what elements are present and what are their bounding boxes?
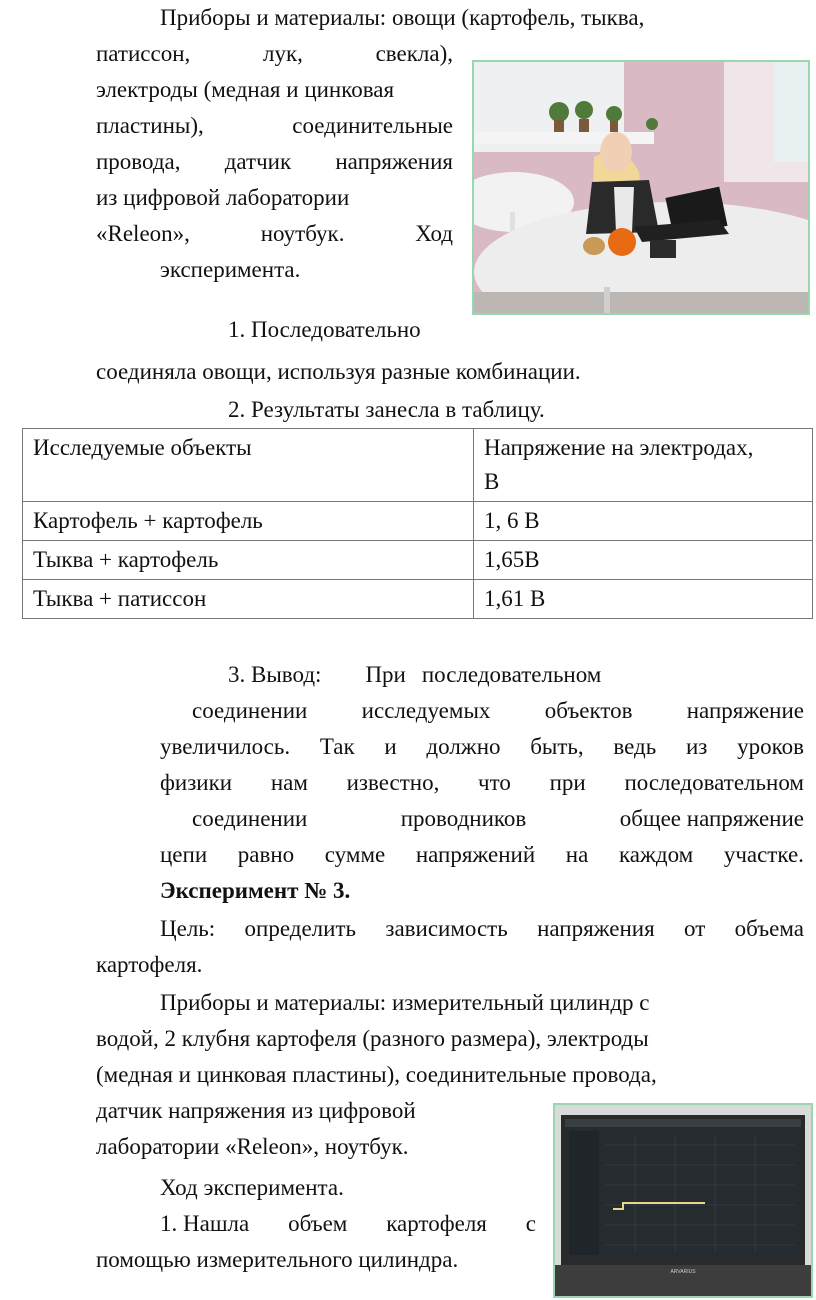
- word: объем: [288, 1211, 348, 1236]
- exp3-step-1-line-1: [160, 1206, 536, 1242]
- word: увеличилось.: [160, 734, 291, 759]
- word: на: [565, 842, 589, 867]
- word: быть,: [530, 734, 584, 759]
- course-heading: Ход эксперимента.: [160, 1175, 344, 1200]
- laptop-photo: [553, 1103, 813, 1298]
- word: и: [384, 734, 397, 759]
- word: исследуемых: [361, 698, 491, 723]
- word: патиссон,: [96, 41, 191, 66]
- experiment-3-title: [160, 873, 350, 909]
- goal-line-1: [160, 911, 804, 947]
- word: что: [478, 770, 511, 795]
- intro-line-8: эксперимента.: [160, 257, 301, 282]
- word: объема: [734, 916, 804, 941]
- word: участке.: [723, 842, 804, 867]
- table-header-row: [23, 429, 813, 502]
- word: напряжений: [415, 842, 536, 867]
- materials-line-3: (медная и цинковая пластины), соединительные провода,: [96, 1062, 657, 1087]
- word: зависимость: [385, 916, 508, 941]
- cell-object: Тыква + патиссон: [23, 580, 474, 619]
- conclusion-line-5: [192, 801, 804, 837]
- cell-voltage: 1,61 В: [474, 580, 813, 619]
- word: 3. Вывод:: [228, 662, 322, 687]
- header-voltage-line-1: Напряжение на электродах,: [484, 435, 754, 460]
- conclusion-line-3: [160, 729, 804, 765]
- results-table: [22, 428, 813, 619]
- intro-line-2: [96, 36, 453, 72]
- word: цепи: [160, 842, 208, 867]
- word: Ход: [415, 221, 453, 246]
- word: свекла),: [375, 41, 453, 66]
- word: датчик: [224, 149, 292, 174]
- word: соединении: [192, 698, 308, 723]
- materials-line-2: водой, 2 клубня картофеля (разного размера), электроды: [96, 1026, 649, 1051]
- word: соединении: [192, 806, 308, 831]
- header-voltage: [474, 429, 813, 502]
- materials-line-4: датчик напряжения из цифровой: [96, 1098, 416, 1123]
- word: с: [525, 1211, 536, 1236]
- word: напряжения: [537, 916, 655, 941]
- table-row: [23, 502, 813, 541]
- experiment-photo: [472, 60, 810, 315]
- word: последовательном: [624, 770, 804, 795]
- table-row: [23, 541, 813, 580]
- word: определить: [244, 916, 356, 941]
- word: физики: [160, 770, 233, 795]
- word: из: [685, 734, 708, 759]
- cell-object: Картофель + картофель: [23, 502, 474, 541]
- word: пластины),: [96, 113, 204, 138]
- header-objects: Исследуемые объекты: [23, 429, 474, 502]
- word: должно: [426, 734, 501, 759]
- step-1-line-2: соединяла овощи, используя разные комбинации.: [96, 359, 581, 384]
- word: соединительные: [292, 113, 453, 138]
- word: последовательном: [421, 662, 602, 687]
- word: 1. Нашла: [160, 1211, 250, 1236]
- word: общее напряжение: [619, 806, 804, 831]
- materials-line-5: лаборатории «Releon», ноутбук.: [96, 1134, 409, 1159]
- intro-line-1: [160, 0, 804, 36]
- intro-line-5: [96, 144, 453, 180]
- word: провода,: [96, 149, 181, 174]
- laptop-photo-illustration: [555, 1105, 811, 1296]
- word: каждом: [618, 842, 694, 867]
- cell-object: Тыква + картофель: [23, 541, 474, 580]
- intro-line-3: электроды (медная и цинковая: [96, 77, 395, 102]
- word: При: [365, 662, 406, 687]
- table-row: [23, 580, 813, 619]
- intro-text: Приборы и материалы: овощи (картофель, тыква,: [160, 5, 645, 30]
- word: при: [549, 770, 586, 795]
- exp3-step-1-line-2: помощью измерительного цилиндра.: [96, 1247, 459, 1272]
- word: Так: [319, 734, 355, 759]
- word: объектов: [544, 698, 633, 723]
- step-2: 2. Результаты занесла в таблицу.: [228, 397, 545, 422]
- cell-voltage: 1, 6 В: [474, 502, 813, 541]
- word: от: [684, 916, 706, 941]
- laptop-brand-label: ARVARIUS: [670, 1269, 696, 1275]
- experiment-photo-illustration: [474, 62, 808, 313]
- materials-line-1: Приборы и материалы: измерительный цилиндр с: [160, 990, 650, 1015]
- word: «Releon»,: [96, 221, 190, 246]
- experiment-3-title-text: Эксперимент № 3.: [160, 878, 351, 903]
- word: уроков: [737, 734, 804, 759]
- word: напряжение: [686, 698, 804, 723]
- intro-line-4: [96, 108, 453, 144]
- header-voltage-line-2: В: [484, 469, 500, 494]
- word: равно: [237, 842, 295, 867]
- word: нам: [270, 770, 308, 795]
- intro-line-6: из цифровой лаборатории: [96, 185, 350, 210]
- conclusion-line-1: [228, 657, 601, 693]
- step-1-line-1: 1. Последовательно: [228, 317, 421, 342]
- conclusion-line-2: [192, 693, 804, 729]
- word: ноутбук.: [260, 221, 345, 246]
- goal-line-2: картофеля.: [96, 952, 203, 977]
- conclusion-line-4: [160, 765, 804, 801]
- word: известно,: [346, 770, 440, 795]
- word: сумме: [324, 842, 386, 867]
- intro-line-7: [96, 216, 453, 252]
- cell-voltage: 1,65В: [474, 541, 813, 580]
- conclusion-line-6: [160, 837, 804, 873]
- word: Цель:: [160, 916, 216, 941]
- word: напряжения: [335, 149, 453, 174]
- word: ведь: [613, 734, 657, 759]
- word: проводников: [400, 806, 527, 831]
- word: лук,: [262, 41, 303, 66]
- word: картофеля: [386, 1211, 487, 1236]
